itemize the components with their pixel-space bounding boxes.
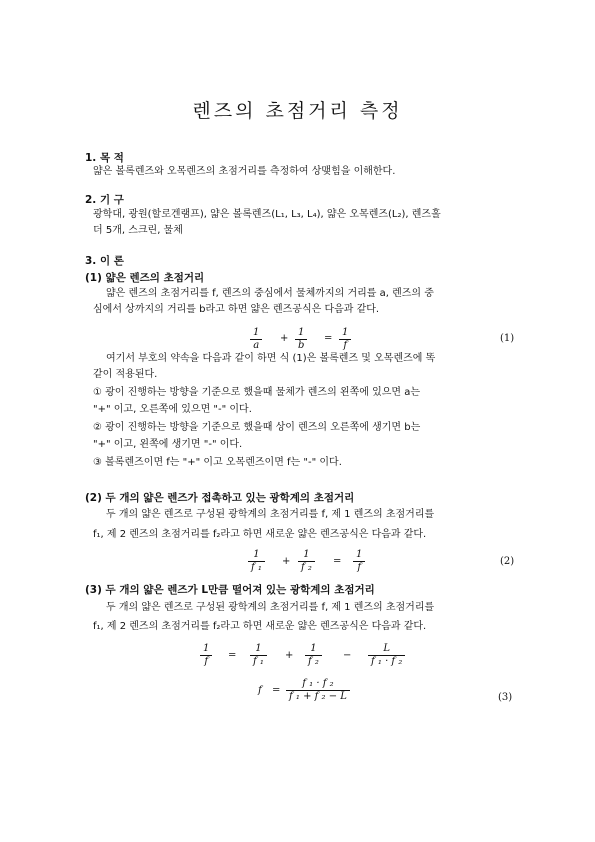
sub1-paragraph-1a: 얇은 렌즈의 초점거리를 f, 렌즈의 중심에서 물체까지의 거리를 a, 렌즈의 중 [106,288,434,299]
sign-rule-3: ③ 볼록렌즈이면 f는 "+" 이고 오목렌즈이면 f는 "-" 이다. [93,457,342,468]
eq3a-equals: = [228,650,237,661]
sign-rule-2a: ② 광이 진행하는 방향을 기준으로 했을때 상이 렌즈의 오른쪽에 생기면 b는 [93,422,421,433]
purpose-text: 얇은 볼록렌즈와 오목렌즈의 초점거리를 측정하여 상맺힘을 이해한다. [93,166,396,177]
equipment-line-2: 더 5개, 스크린, 물체 [93,225,183,236]
eq3b-equals: = [272,685,281,696]
sign-rule-1a: ① 광이 진행하는 방향을 기준으로 했을때 물체가 렌즈의 왼쪽에 있으면 a는 [93,387,421,398]
eq1-equals: = [324,333,333,344]
eq3a-den-3: f ₁ · f ₂ [368,655,405,668]
eq1-num-a: 1 [253,327,260,338]
eq3a-fraction-3 [368,643,405,668]
eq3a-fraction-lhs [200,643,212,668]
eq1-num-b: 1 [298,327,305,338]
eq2-num-2: 1 [303,549,310,560]
eq3b-den: f ₁ + f ₂ − L [286,690,350,703]
eq2-den-2: f ₂ [298,561,315,574]
eq3b-fraction [286,678,350,703]
sub1-paragraph-2b: 같이 적용된다. [93,369,158,380]
eq1-fraction-b [295,327,307,352]
eq1-den-f: f [339,339,351,352]
eq2-num-1: 1 [253,549,260,560]
eq2-plus: + [282,556,291,567]
sub2-paragraph-2: f₁, 제 2 렌즈의 초점거리를 f₂라고 하면 새로운 얇은 렌즈공식은 다음과 같다. [93,529,427,540]
eq3a-fraction-1 [250,643,267,668]
equipment-line-1: 광학대, 광원(할로겐램프), 얇은 볼록렌즈(L₁, L₃, L₄), 얇은 오목렌즈(L₂), 렌즈홀 [93,209,441,220]
eq2-number: (2) [500,556,515,567]
eq1-plus: + [280,333,289,344]
eq3a-num-2: 1 [310,643,317,654]
eq1-number: (1) [500,333,515,344]
eq3a-num-lhs: 1 [203,643,210,654]
eq2-fraction-f [353,549,365,574]
eq2-den-1: f ₁ [248,561,265,574]
eq2-fraction-1 [248,549,265,574]
eq2-fraction-2 [298,549,315,574]
eq1-num-f: 1 [342,327,349,338]
section-heading-equipment: 2. 기 구 [85,194,124,206]
section-heading-purpose: 1. 목 적 [85,152,124,164]
eq3a-fraction-2 [305,643,322,668]
subsection-heading-1: (1) 얇은 렌즈의 초점거리 [85,272,205,284]
eq3a-den-1: f ₁ [250,655,267,668]
sign-rule-1b: "+" 이고, 오른쪽에 있으면 "-" 이다. [93,404,252,415]
sub2-paragraph-1: 두 개의 얇은 렌즈로 구성된 광학계의 초점거리를 f, 제 1 렌즈의 초점거리를 [106,509,435,520]
eq3a-num-3: L [383,643,390,654]
eq2-den-f: f [353,561,365,574]
eq2-num-f: 1 [356,549,363,560]
sign-rule-2b: "+" 이고, 왼쪽에 생기면 "-" 이다. [93,439,243,450]
eq3-number: (3) [498,692,513,703]
page-title: 렌즈의 초점거리 측정 [192,100,403,122]
sub3-paragraph-2: f₁, 제 2 렌즈의 초점거리를 f₂라고 하면 새로운 얇은 렌즈공식은 다음과 같다. [93,621,427,632]
subsection-heading-3: (3) 두 개의 얇은 렌즈가 L만큼 떨어져 있는 광학계의 초점거리 [85,584,375,596]
eq3b-lhs: f [258,685,262,696]
eq3b-num: f ₁ · f ₂ [302,678,334,689]
eq1-den-b: b [295,339,307,352]
eq3a-plus: + [285,650,294,661]
subsection-heading-2: (2) 두 개의 얇은 렌즈가 접촉하고 있는 광학계의 초점거리 [85,492,355,504]
eq1-fraction-f [339,327,351,352]
eq3a-minus: − [343,650,352,661]
sub1-paragraph-2a: 여기서 부호의 약속을 다음과 같이 하면 식 (1)은 볼록렌즈 및 오목렌즈에 똑 [106,353,436,364]
sub3-paragraph-1: 두 개의 얇은 렌즈로 구성된 광학계의 초점거리를 f, 제 1 렌즈의 초점거리를 [106,602,435,613]
eq1-den-a: a [250,339,262,352]
eq3a-den-lhs: f [200,655,212,668]
eq3a-num-1: 1 [255,643,262,654]
section-heading-theory: 3. 이 론 [85,255,124,267]
eq1-fraction-a [250,327,262,352]
eq3a-den-2: f ₂ [305,655,322,668]
sub1-paragraph-1b: 심에서 상까지의 거리를 b라고 하면 얇은 렌즈공식은 다음과 같다. [93,304,380,315]
eq2-equals: = [333,556,342,567]
